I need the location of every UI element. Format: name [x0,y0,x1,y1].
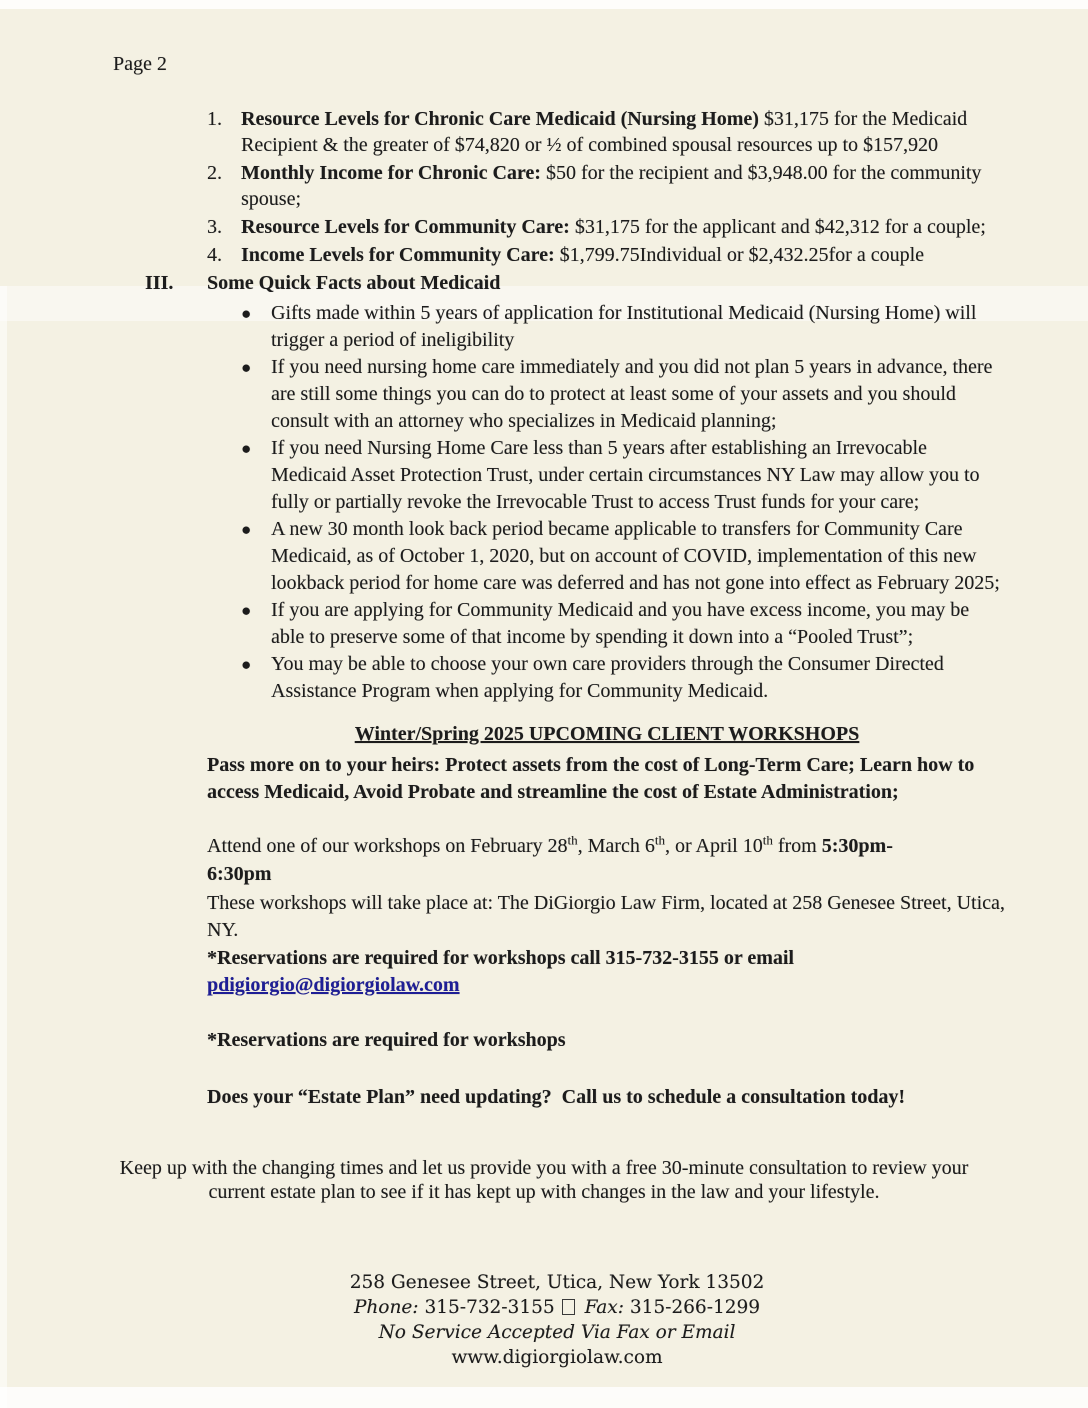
list-item [241,651,1007,705]
footer-no-service-note: No Service Accepted Via Fax or Email [378,1322,736,1343]
list-item-number: 1. [207,108,222,130]
list-item [207,160,1007,212]
reservation-required-line: *Reservations are required for workshops call 315-732-3155 or email [207,947,794,969]
list-item [241,435,1007,516]
list-item-term: Resource Levels for Community Care: [241,216,570,238]
workshops-schedule [207,832,1007,888]
ordinal-suffix: th [654,832,665,848]
bullet-icon: ● [241,520,252,539]
list-item-detail: $31,175 for the Medicaid Recipient & the greater of $74,820 or ½ of combined spousal resources up to $157,920 [241,108,968,156]
list-item-detail: $50 for the recipient and $3,948.00 for the community spouse; [241,162,982,210]
page-number-label: Page 2 [113,53,167,75]
list-item [241,597,1007,651]
firm-footer [13,1270,1088,1370]
missing-glyph-icon [562,1299,575,1315]
list-item-number: 3. [207,216,222,238]
section-numeral: III. [145,272,174,294]
list-item-detail: $31,175 for the applicant and $42,312 for a couple; [569,216,986,238]
fax-number: 315-266-1299 [629,1297,761,1318]
closing-paragraph: Keep up with the changing times and let us provide you with a free 30-minute consultation to review your current estate plan to see if it has kept up with changes in the law and your lifestyle. [119,1157,969,1203]
bullet-icon: ● [241,439,252,458]
section-title: Some Quick Facts about Medicaid [207,272,501,294]
list-item [207,242,1007,268]
list-item [241,516,1007,597]
list-item-number: 2. [207,162,222,184]
bullet-icon: ● [241,358,252,377]
scan-artifact-bottom-band [0,1387,1088,1408]
list-item-number: 4. [207,244,222,266]
bullet-icon: ● [241,304,252,323]
footer-phone-fax [13,1295,1088,1320]
phone-label: Phone: [353,1297,419,1318]
quick-facts-bullet-list [241,300,1007,705]
schedule-text: from [772,835,822,857]
phone-number: 315-732-3155 [424,1297,555,1318]
bullet-text: You may be able to choose your own care providers through the Consumer Directed Assistance Program when applying for Community Medicaid. [271,653,944,702]
list-item-term: Income Levels for Community Care: [241,244,555,266]
medicaid-levels-list [207,106,1007,268]
estate-plan-question: Does your “Estate Plan” need updating? Call us to schedule a consultation today! [207,1086,906,1108]
reservation-note: *Reservations are required for workshops [207,1029,566,1051]
bullet-icon: ● [241,655,252,674]
footer-address: 258 Genesee Street, Utica, New York 13502 [349,1272,765,1293]
section-heading-quick-facts [145,270,1007,296]
bullet-text: A new 30 month look back period became applicable to transfers for Community Care Medicaid, as of October 1, 2020, but on account of COVID, implementation of this new lookback period for home care was deferred and has not gone into effect as February 2025; [271,518,1000,594]
ordinal-suffix: th [762,832,773,848]
workshops-intro: Pass more on to your heirs: Protect assets from the cost of Long-Term Care; Learn how to access Medicaid, Avoid Probate and streamline the cost of Estate Administration; [207,754,975,803]
list-item [207,106,1007,158]
scan-artifact-top-band [0,0,1088,9]
list-item [241,300,1007,354]
bullet-text: If you need Nursing Home Care less than 5 years after establishing an Irrevocable Medicaid Asset Protection Trust, under certain circumstances NY Law may allow you to fully or partially revoke the Irrevocable Trust to access Trust funds for your care; [271,437,980,513]
workshop-time: 6:30pm [207,863,272,885]
bullet-text: If you are applying for Community Medicaid and you have excess income, you may be able to preserve some of that income by spending it down into a “Pooled Trust”; [271,599,970,648]
list-item [207,214,1007,240]
email-link[interactable]: pdigiorgio@digiorgiolaw.com [207,974,460,996]
workshops-location: These workshops will take place at: The DiGiorgio Law Firm, located at 258 Genesee Street, Utica, NY. [207,892,1005,941]
list-item-term: Resource Levels for Chronic Care Medicaid (Nursing Home) [241,108,759,130]
schedule-text: , or April 10 [664,835,763,857]
bullet-text: Gifts made within 5 years of application for Institutional Medicaid (Nursing Home) will trigger a period of ineligibility [271,302,977,351]
list-item-detail: $1,799.75Individual or $2,432.25for a couple [554,244,925,266]
ordinal-suffix: th [567,832,578,848]
email-line [207,972,1007,999]
workshops-heading: Winter/Spring 2025 UPCOMING CLIENT WORKSHOPS [354,723,860,745]
footer-website: www.digiorgiolaw.com [451,1347,663,1368]
schedule-text: Attend one of our workshops on February 28 [207,835,568,857]
schedule-text: , March 6 [577,835,655,857]
bullet-icon: ● [241,601,252,620]
fax-label: Fax: [584,1297,624,1318]
bullet-text: If you need nursing home care immediately and you did not plan 5 years in advance, there are still some things you can do to protect at least some of your assets and you should consult with an attorney who specializes in Medicaid planning; [271,356,993,432]
list-item [241,354,1007,435]
list-item-term: Monthly Income for Chronic Care: [241,162,541,184]
workshop-time: 5:30pm- [821,835,893,857]
